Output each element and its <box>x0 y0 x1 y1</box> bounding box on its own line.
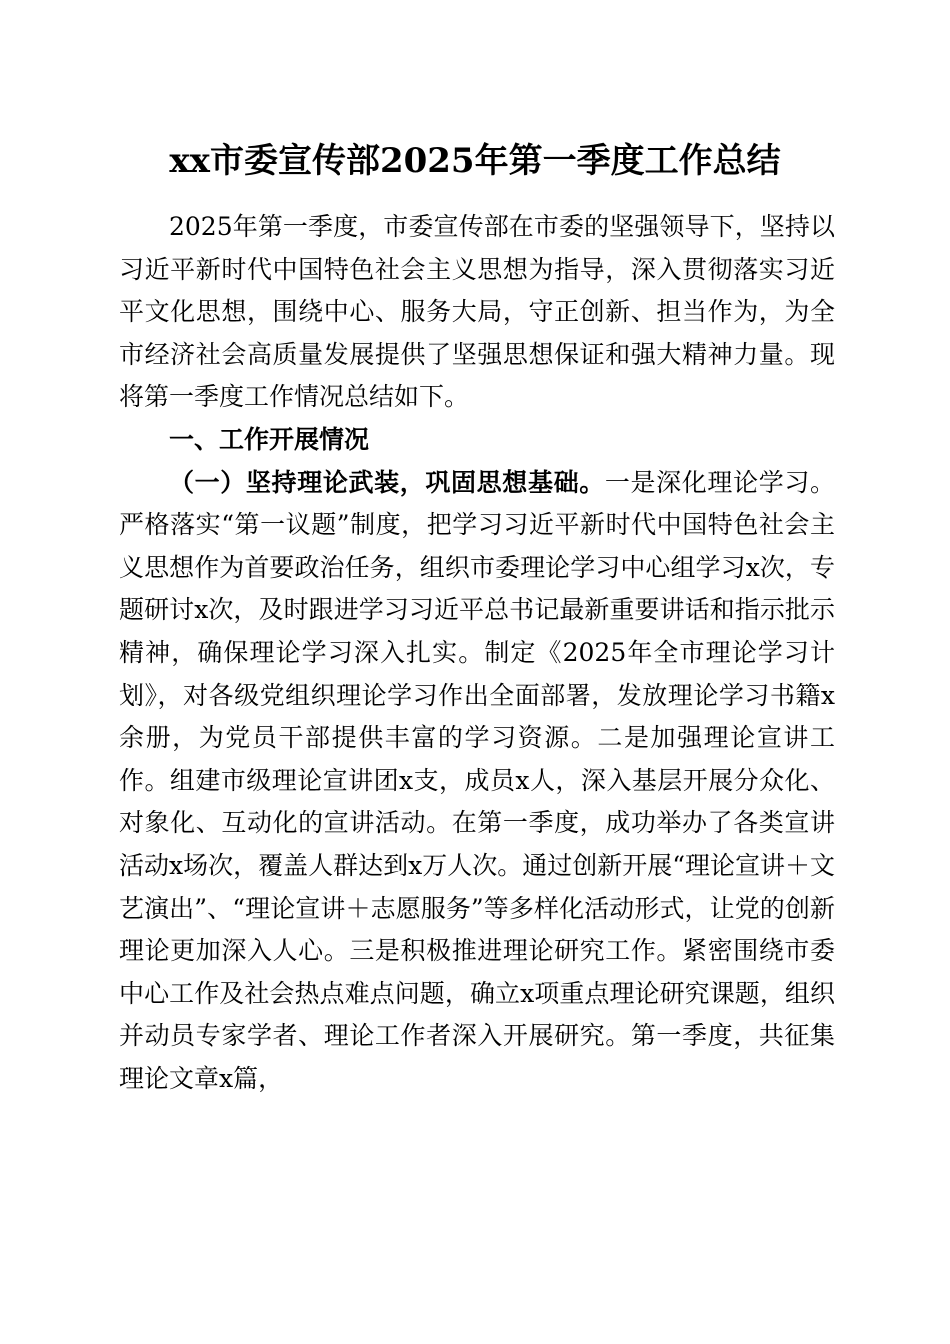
subsection-lead: （一）坚持理论武装，巩固思想基础。 <box>169 467 605 497</box>
section-heading: 一、工作开展情况 <box>169 424 370 454</box>
document-body <box>119 206 835 1100</box>
document-title: xx市委宣传部2025年第一季度工作总结 <box>169 141 781 181</box>
subsection-text: 一是深化理论学习。严格落实“第一议题”制度，把学习习近平新时代中国特色社会主义思想作为首要政治任务，组织市委理论学习中心组学习x次，专题研讨x次，及时跟进学习习近平总书记最新重要讲话和指示批示精神，确保理论学习深入扎实。制定《2025年全市理论学习计划》，对各级党组织理论学习作出全面部署，发放理论学习书籍x余册，为党员干部提供丰富的学习资源。二是加强理论宣讲工作。组建市级理论宣讲团x支，成员x人，深入基层开展分众化、对象化、互动化的宣讲活动。在第一季度，成功举办了各类宣讲活动x场次，覆盖人群达到x万人次。通过创新开展“理论宣讲＋文艺演出”、“理论宣讲＋志愿服务”等多样化活动形式，让党的创新理论更加深入人心。三是积极推进理论研究工作。紧密围绕市委中心工作及社会热点难点问题，确立x项重点理论研究课题，组织并动员专家学者、理论工作者深入开展研究。第一季度，共征集理论文章x篇， <box>119 467 835 1093</box>
subsection-paragraph <box>119 462 835 1101</box>
intro-paragraph: 2025年第一季度，市委宣传部在市委的坚强领导下，坚持以习近平新时代中国特色社会主义思想为指导，深入贯彻落实习近平文化思想，围绕中心、服务大局，守正创新、担当作为，为全市经济社会高质量发展提供了坚强思想保证和强大精神力量。现将第一季度工作情况总结如下。 <box>119 212 835 412</box>
